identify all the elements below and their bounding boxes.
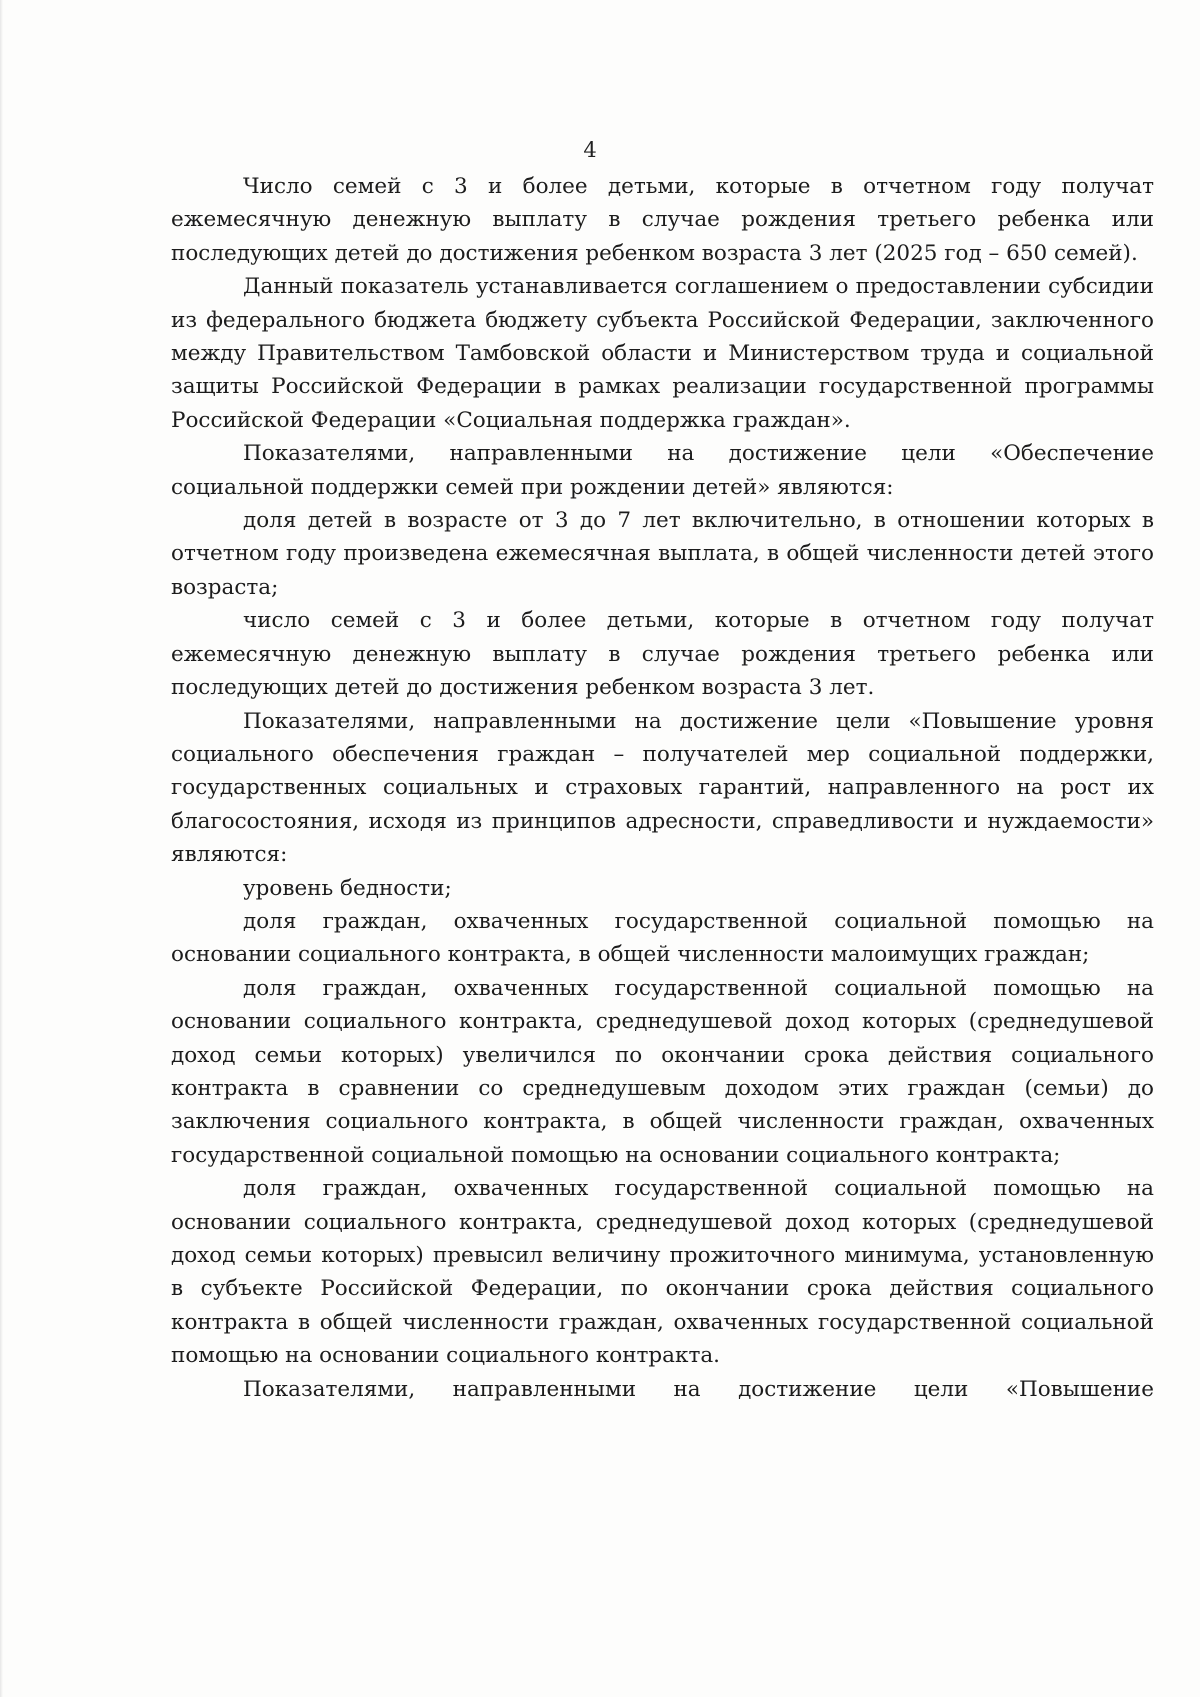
paragraph-families-count: Число семей с 3 и более детьми, которые в отчетном году получат ежемесячную денежную выплату в случае рождения третьего ребенка или последующих детей до достижения ребенком возраста 3 лет (2025 год – 650 семей). — [171, 174, 1154, 266]
document-body — [171, 170, 1154, 1406]
paragraph-welfare-goal: Показателями, направленными на достижение цели «Повышение уровня социального обеспечения граждан – получателей мер социальной поддержки, государственных социальных и страховых гарантий, направленного на рост их благосостояния, исходя из принципов адресности, справедливости и нуждаемости» являются: — [171, 708, 1154, 868]
page-number: 4 — [583, 138, 597, 162]
paragraph-agreement: Данный показатель устанавливается соглашением о предоставлении субсидии из федерального бюджета бюджету субъекта Российской Федерации, заключенного между Правительством Тамбовской области и Министерством труда и социальной защиты Российской Федерации в рамках реализации государственной программы Российской Федерации «Социальная поддержка граждан». — [171, 274, 1154, 433]
paragraph-social-contract-share: доля граждан, охваченных государственной социальной помощью на основании социального контракта, в общей численности малоимущих граждан; — [171, 908, 1154, 968]
scan-edge — [0, 0, 3, 1697]
paragraph-poverty-level: уровень бедности; — [243, 875, 452, 901]
paragraph-large-families: число семей с 3 и более детьми, которые в отчетном году получат ежемесячную денежную выплату в случае рождения третьего ребенка или последующих детей до достижения ребенком возраста 3 лет. — [171, 608, 1154, 701]
paragraph-income-above-minimum: доля граждан, охваченных государственной социальной помощью на основании социального контракта, среднедушевой доход которых (среднедушевой доход семьи которых) превысил величину прожиточного минимума, установленную в субъекте Российской Федерации, по окончании срока действия социального контракта в общей численности граждан, охваченных государственной социальной помощью на основании социального контракта. — [171, 1176, 1154, 1369]
paragraph-next-goal: Показателями, направленными на достижение цели «Повышение — [243, 1376, 1154, 1402]
paragraph-income-increase: доля граждан, охваченных государственной социальной помощью на основании социального контракта, среднедушевой доход которых (среднедушевой доход семьи которых) увеличился по окончании срока действия социального контракта в сравнении со среднедушевым доходом этих граждан (семьи) до заключения социального контракта, в общей численности граждан, охваченных государственной социальной помощью на основании социального контракта; — [171, 975, 1154, 1168]
paragraph-family-support-goal: Показателями, направленными на достижение цели «Обеспечение социальной поддержки семей при рождении детей» являются: — [171, 441, 1154, 500]
paragraph-children-share: доля детей в возрасте от 3 до 7 лет включительно, в отношении которых в отчетном году произведена ежемесячная выплата, в общей численности детей этого возраста; — [171, 508, 1154, 600]
